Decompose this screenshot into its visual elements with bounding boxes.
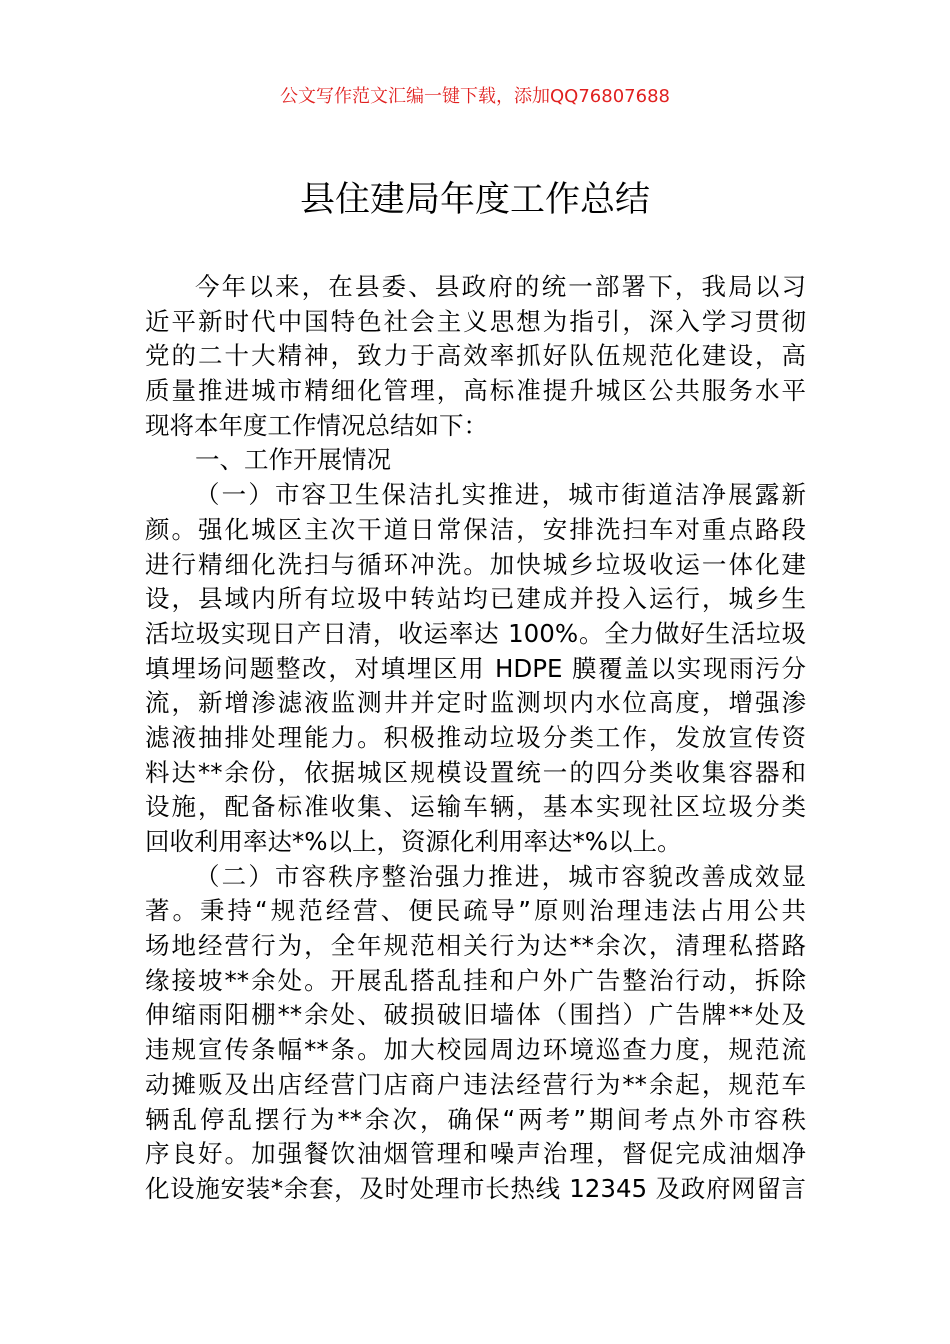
text-line: 缘接坡**余处。开展乱搭乱挂和户外广告整治行动，拆除 <box>145 965 806 995</box>
text-line: 现将本年度工作情况总结如下： <box>145 410 488 440</box>
text-line: 化设施安装*余套，及时处理市长热线 12345 及政府网留言 <box>145 1173 806 1203</box>
text-line: 设，县域内所有垃圾中转站均已建成并投入运行，城乡生 <box>145 584 806 614</box>
text-line: 填埋场问题整改，对填埋区用 HDPE 膜覆盖以实现雨污分 <box>145 653 806 683</box>
text-line: 料达**余份，依据城区规模设置统一的四分类收集容器和 <box>145 757 806 787</box>
paragraph <box>145 860 806 1207</box>
text-line: （二）市容秩序整治强力推进，城市容貌改善成效显 <box>195 861 806 891</box>
text-line: 滤液抽排处理能力。积极推动垃圾分类工作，发放宣传资 <box>145 722 806 752</box>
paragraph <box>145 443 806 478</box>
text-line: 场地经营行为，全年规范相关行为达**余次，清理私搭路 <box>145 931 806 961</box>
text-line: 颜。强化城区主次干道日常保洁，安排洗扫车对重点路段 <box>145 514 806 544</box>
text-line: （一）市容卫生保洁扎实推进，城市街道洁净展露新 <box>195 480 806 510</box>
text-line: 质量推进城市精细化管理，高标准提升城区公共服务水平 <box>145 376 806 406</box>
text-line: 辆乱停乱摆行为**余次，确保“两考”期间考点外市容秩 <box>145 1104 806 1134</box>
text-line: 动摊贩及出店经营门店商户违法经营行为**余起，规范车 <box>145 1069 806 1099</box>
document-body <box>145 270 806 1207</box>
text-line: 进行精细化洗扫与循环冲洗。加快城乡垃圾收运一体化建 <box>145 549 806 579</box>
text-line: 序良好。加强餐饮油烟管理和噪声治理，督促完成油烟净 <box>145 1139 806 1169</box>
text-line: 活垃圾实现日产日清，收运率达 100%。全力做好生活垃圾 <box>145 618 806 648</box>
paragraph <box>145 270 806 443</box>
text-line: 设施，配备标准收集、运输车辆，基本实现社区垃圾分类 <box>145 792 806 822</box>
text-line: 著。秉持“规范经营、便民疏导”原则治理违法占用公共 <box>145 896 806 926</box>
text-line: 近平新时代中国特色社会主义思想为指引，深入学习贯彻 <box>145 306 806 336</box>
text-line: 党的二十大精神，致力于高效率抓好队伍规范化建设，高 <box>145 341 806 371</box>
text-line: 回收利用率达*%以上，资源化利用率达*%以上。 <box>145 827 682 856</box>
document-title: 县住建局年度工作总结 <box>299 180 650 220</box>
text-line: 流，新增渗滤液监测井并定时监测坝内水位高度，增强渗 <box>145 688 806 718</box>
download-banner: 公文写作范文汇编一键下载，添加QQ76807688 <box>280 86 670 107</box>
text-line: 伸缩雨阳棚**余处、破损破旧墙体（围挡）广告牌**处及 <box>145 1000 806 1030</box>
text-line: 一、工作开展情况 <box>195 445 391 475</box>
paragraph <box>145 478 806 860</box>
text-line: 今年以来，在县委、县政府的统一部署下，我局以习 <box>195 272 806 301</box>
text-line: 违规宣传条幅**条。加大校园周边环境巡查力度，规范流 <box>145 1035 806 1065</box>
